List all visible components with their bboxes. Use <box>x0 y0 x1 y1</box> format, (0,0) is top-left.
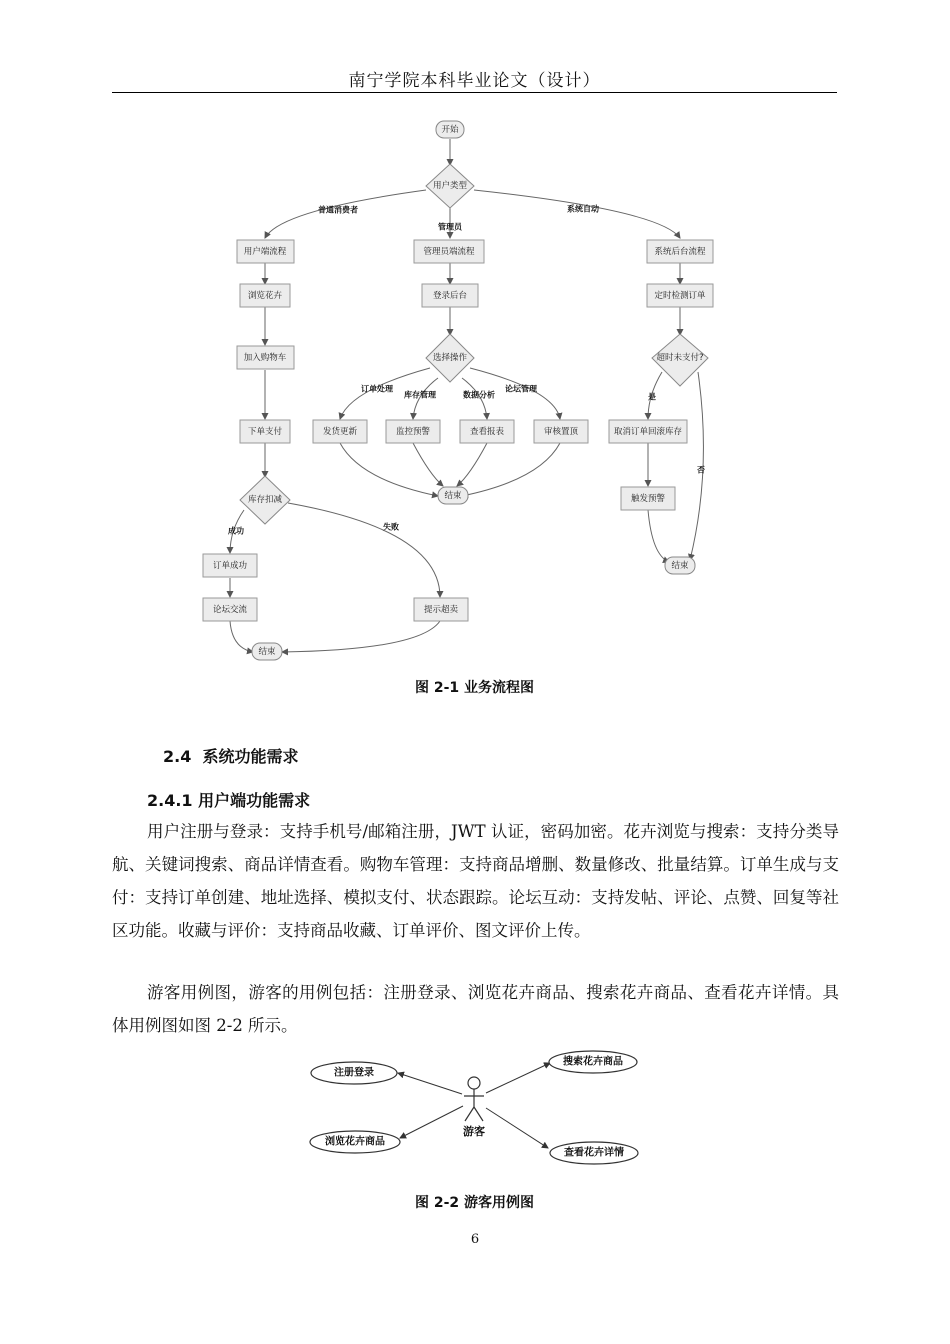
node-end-sys: 结束 <box>671 561 689 571</box>
actor-label: 游客 <box>463 1125 485 1138</box>
edge-system: 系统自动 <box>567 204 599 214</box>
subsection-number: 2.4.1 <box>147 791 193 810</box>
node-end-user: 结束 <box>258 647 276 657</box>
edge-fail: 失败 <box>383 522 399 532</box>
node-order-success: 订单成功 <box>212 561 248 571</box>
node-select-op: 选择操作 <box>432 353 468 363</box>
node-login-admin: 登录后台 <box>432 291 468 301</box>
edge-data-analysis: 数据分析 <box>463 390 495 400</box>
use-case-register: 注册登录 <box>334 1067 374 1079</box>
node-cancel: 取消订单回滚库存 <box>613 427 683 437</box>
use-case-detail: 查看花卉详情 <box>564 1147 624 1159</box>
edge-success: 成功 <box>228 526 244 536</box>
edge-consumer: 普通消费者 <box>318 205 358 215</box>
node-user-type: 用户类型 <box>432 181 468 191</box>
node-review: 审核置顶 <box>543 427 579 437</box>
node-ship: 发货更新 <box>322 427 358 437</box>
edge-no: 否 <box>697 465 705 475</box>
node-report: 查看报表 <box>469 427 505 437</box>
node-oversell: 提示超卖 <box>423 605 459 615</box>
node-user-flow: 用户端流程 <box>243 247 287 257</box>
node-start: 开始 <box>441 125 459 135</box>
node-forum: 论坛交流 <box>212 605 248 615</box>
edge-stock-mgmt: 库存管理 <box>404 390 436 400</box>
page-number: 6 <box>470 1232 480 1247</box>
paragraph-1: 用户注册与登录：支持手机号/邮箱注册，JWT 认证，密码加密。花卉浏览与搜索：支持分类导航、关键词搜索、商品详情查看。购物车管理：支持商品增删、数量修改、批量结算。订单生成与支付：支持订单创建、地址选择、模拟支付、状态跟踪。论坛互动：支持发帖、评论、点赞、回复等社区功能。收藏与评价：支持商品收藏、订单评价、图文评价上传。 <box>112 822 839 940</box>
use-case-search: 搜索花卉商品 <box>563 1056 623 1068</box>
node-end-admin: 结束 <box>444 491 462 501</box>
node-monitor: 监控预警 <box>395 427 431 437</box>
use-case-browse: 浏览花卉商品 <box>325 1136 385 1148</box>
figure2-caption: 图 2-2 游客用例图 <box>414 1195 535 1211</box>
edge-yes: 是 <box>648 392 656 402</box>
node-browse: 浏览花卉 <box>247 291 283 301</box>
section-title: 系统功能需求 <box>202 747 299 766</box>
node-timer: 定时检测订单 <box>654 291 706 301</box>
section-heading <box>163 744 299 767</box>
node-admin-flow: 管理员端流程 <box>423 247 475 257</box>
node-timeout: 超时未支付? <box>656 353 704 363</box>
node-add-cart: 加入购物车 <box>243 353 287 363</box>
paragraph-2: 游客用例图，游客的用例包括：注册登录、浏览花卉商品、搜索花卉商品、查看花卉详情。具体用例图如图 2-2 所示。 <box>112 983 839 1035</box>
edge-forum-mgmt: 论坛管理 <box>505 384 537 394</box>
node-place-order: 下单支付 <box>247 427 283 437</box>
figure1-caption: 图 2-1 业务流程图 <box>414 680 535 696</box>
actor-figure <box>464 1077 484 1121</box>
use-case-diagram <box>0 1050 950 1200</box>
node-stock-deduct: 库存扣减 <box>247 495 283 505</box>
node-sys-flow: 系统后台流程 <box>654 247 706 257</box>
subsection-heading <box>147 788 310 811</box>
edge-admin: 管理员 <box>438 222 462 232</box>
section-number: 2.4 <box>163 747 192 766</box>
edge-order-proc: 订单处理 <box>361 384 393 394</box>
subsection-title: 用户端功能需求 <box>198 791 311 810</box>
page-header: 南宁学院本科毕业论文（设计） <box>348 71 601 91</box>
node-alert: 触发预警 <box>630 494 666 504</box>
